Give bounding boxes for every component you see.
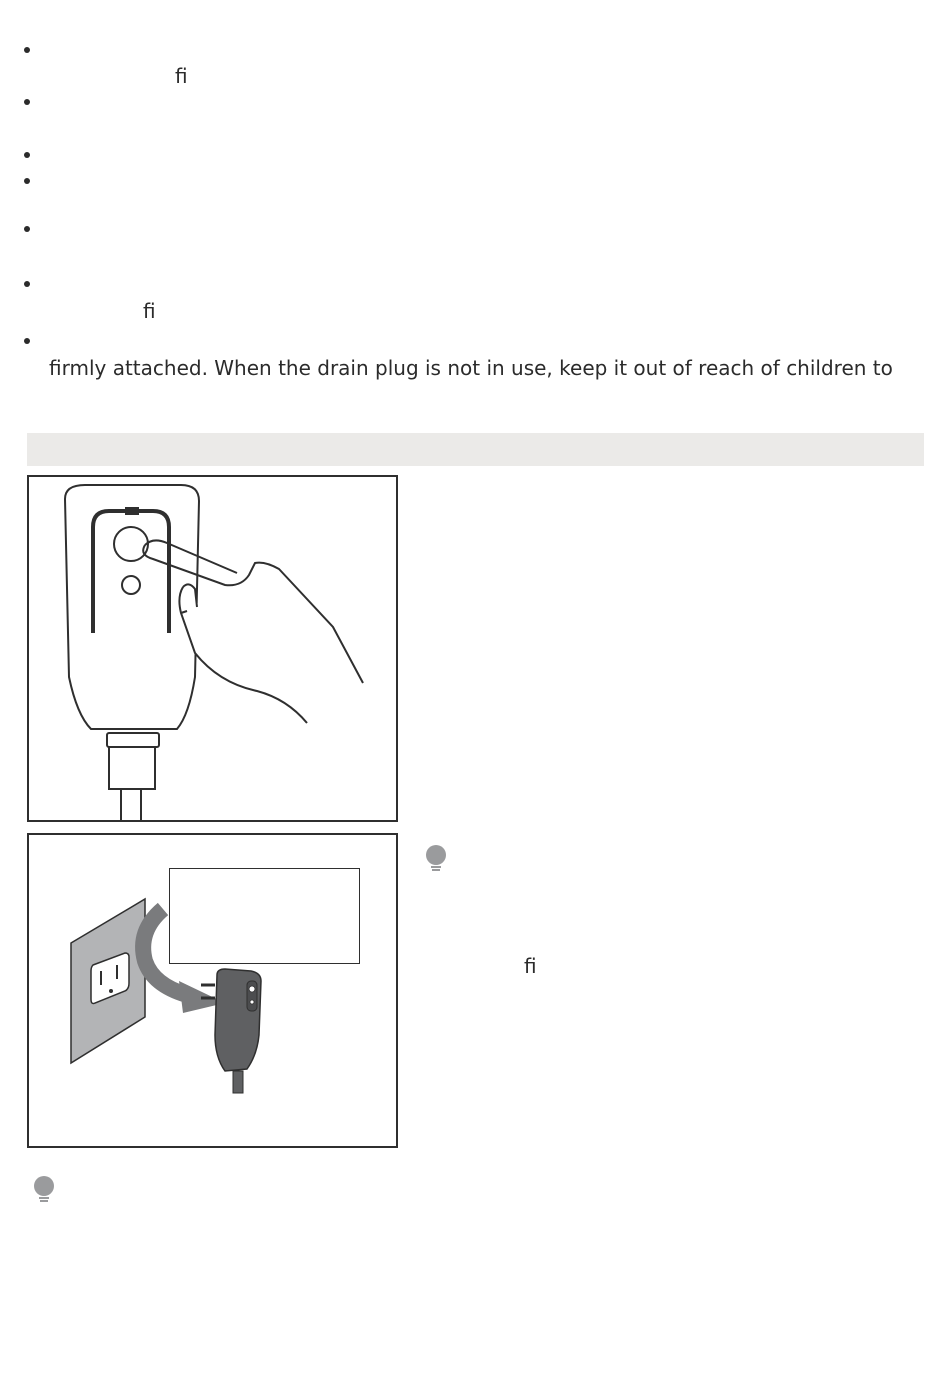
bullet-1: [24, 47, 30, 53]
bullet-6-fragment: fi: [143, 299, 156, 323]
gfci-plug-press-illustration: [29, 477, 396, 820]
figure-gfci-test-button: [27, 475, 398, 822]
section-header-bar: [27, 433, 924, 466]
bullet-1-fragment: fi: [175, 64, 188, 88]
bullet-7: [24, 338, 30, 344]
tip-fragment: fi: [524, 954, 537, 978]
bullet-7-line: firmly attached. When the drain plug is not in use, keep it out of reach of children to: [49, 356, 893, 380]
bullet-2: [24, 99, 30, 105]
figure-unplug-outlet: [27, 833, 398, 1148]
bullet-6: [24, 281, 30, 287]
callout-box: [169, 868, 360, 964]
bullet-5: [24, 226, 30, 232]
lightbulb-icon: [424, 845, 448, 873]
bullet-3: [24, 152, 30, 158]
lightbulb-icon: [32, 1176, 56, 1204]
bullet-4: [24, 178, 30, 184]
